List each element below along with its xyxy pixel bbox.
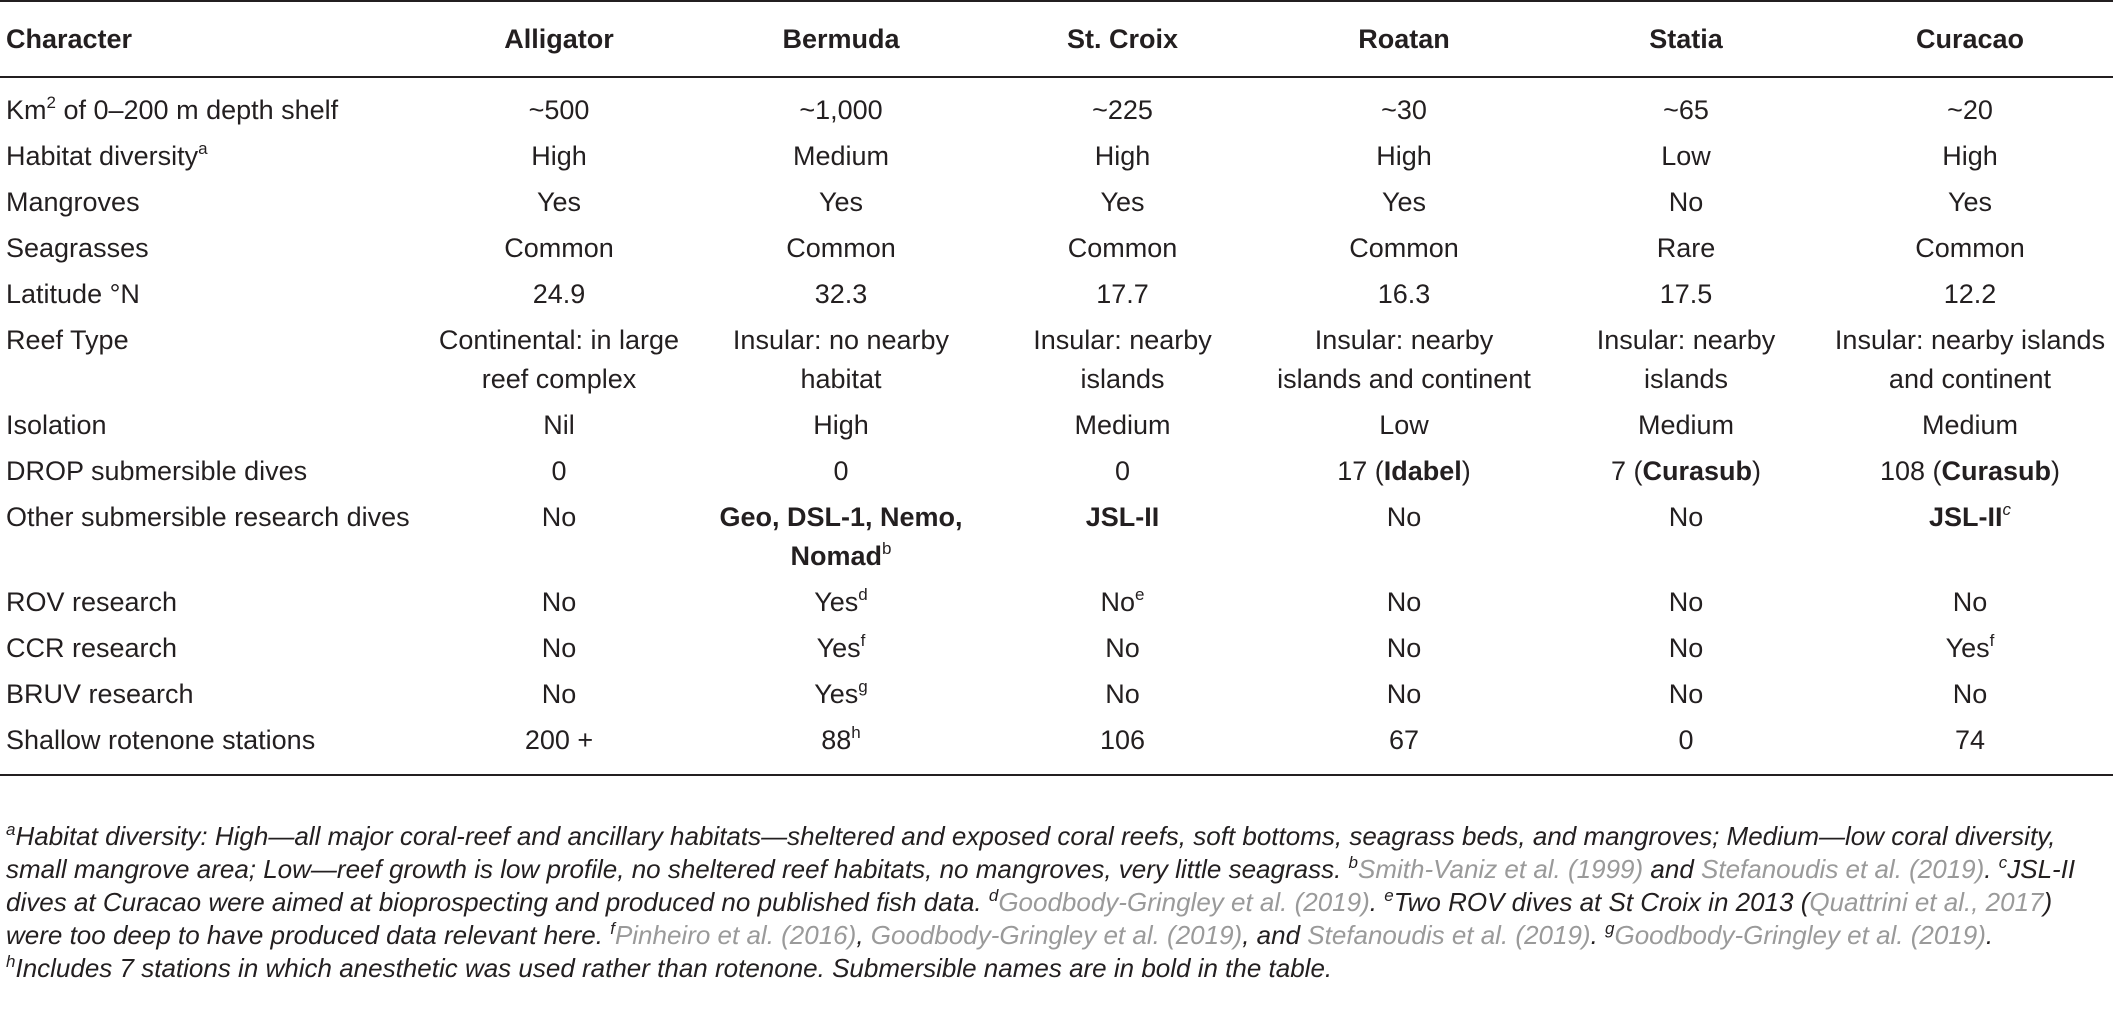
table-cell — [1827, 271, 2113, 317]
cell-text: 32.3 — [814, 279, 868, 309]
cell-text: 106 — [1099, 725, 1146, 755]
cell-superscript: c — [2002, 500, 2011, 519]
cell-text: ~20 — [1947, 95, 1993, 125]
cell-superscript: e — [1135, 585, 1145, 604]
footnote-marker: h — [6, 952, 16, 971]
cell-superscript: f — [1989, 631, 1995, 650]
table-cell — [418, 579, 700, 625]
cell-text: No — [1100, 587, 1136, 617]
row-label-text: Latitude °N — [6, 279, 140, 309]
table-cell — [1545, 671, 1827, 717]
cell-text: 0 — [551, 456, 567, 486]
cell-text: Insular: nearby islands — [1596, 325, 1776, 394]
table-cell — [700, 494, 982, 579]
footnote-citation: Stefanoudis et al. (2019) — [1701, 854, 1985, 884]
footnote-citation: Pinheiro et al. (2016) — [614, 920, 857, 950]
cell-text: 16.3 — [1377, 279, 1431, 309]
table-row — [0, 625, 2113, 671]
cell-text: ~65 — [1663, 95, 1709, 125]
header-roatan: Roatan — [1358, 23, 1450, 54]
row-label — [0, 579, 418, 625]
table-cell — [1263, 317, 1545, 402]
table-cell — [418, 402, 700, 448]
footnote-citation: Goodbody-Gringley et al. (2019) — [998, 887, 1370, 917]
cell-text: Insular: no nearby habitat — [732, 325, 950, 394]
row-label-text: BRUV research — [6, 679, 194, 709]
table-cell — [1827, 671, 2113, 717]
footnote-text: . — [1984, 854, 1999, 884]
submersible-name: JSL-II — [1928, 502, 2003, 532]
table-cell — [700, 317, 982, 402]
table-cell — [700, 77, 982, 133]
cell-text: Low — [1379, 410, 1429, 440]
table-cell — [418, 179, 700, 225]
table-cell — [418, 317, 700, 402]
table-cell — [1263, 77, 1545, 133]
cell-text: 67 — [1388, 725, 1420, 755]
cell-text: No — [1386, 587, 1422, 617]
cell-text: 88 — [821, 725, 852, 755]
table-cell — [982, 402, 1263, 448]
cell-text: 7 ( — [1610, 456, 1643, 486]
row-label-text: Isolation — [6, 410, 107, 440]
table-cell — [418, 671, 700, 717]
cell-text: Common — [1067, 233, 1178, 263]
table-cell — [982, 133, 1263, 179]
table-header-row — [0, 1, 2113, 77]
table-row — [0, 317, 2113, 402]
header-bermuda: Bermuda — [782, 23, 900, 54]
row-label — [0, 225, 418, 271]
row-label-text: Habitat diversity — [6, 141, 199, 171]
table-cell — [418, 717, 700, 775]
cell-text: Common — [1915, 233, 2025, 263]
footnote-text: . — [1590, 920, 1606, 950]
cell-text: No — [1386, 502, 1422, 532]
table-row — [0, 133, 2113, 179]
cell-text: ) — [1461, 456, 1471, 486]
table-cell — [982, 271, 1263, 317]
table-cell — [1263, 448, 1545, 494]
table-cell — [418, 494, 700, 579]
footnote-text: Two ROV dives at St Croix in 2013 ( — [1393, 887, 1810, 917]
cell-text: Yes — [1381, 187, 1427, 217]
table-cell — [418, 271, 700, 317]
table-row — [0, 179, 2113, 225]
footnote-text: JSL-II dives at Curacao were aimed at bioprospecting and produced no published fish data. — [6, 854, 2076, 917]
cell-text: High — [1942, 141, 1998, 171]
table-cell — [700, 225, 982, 271]
table-cell — [700, 717, 982, 775]
header-curacao: Curacao — [1915, 23, 2025, 54]
cell-text: 0 — [1678, 725, 1694, 755]
cell-text: No — [1668, 187, 1704, 217]
cell-text: 24.9 — [532, 279, 586, 309]
cell-text: Yes — [1947, 187, 1993, 217]
table-cell — [700, 448, 982, 494]
table-cell — [1545, 448, 1827, 494]
footnote-citation: Quattrini et al., 2017 — [1809, 887, 2044, 917]
table-cell — [1545, 77, 1827, 133]
cell-text: Medium — [792, 141, 890, 171]
cell-text: ~225 — [1092, 95, 1153, 125]
row-label-text: Shallow rotenone stations — [6, 725, 316, 755]
table-cell — [1263, 179, 1545, 225]
table-cell — [1263, 494, 1545, 579]
cell-text: Medium — [1637, 410, 1735, 440]
cell-text: Insular: nearby islands and continent — [1834, 325, 2106, 394]
cell-superscript: g — [858, 677, 868, 696]
row-label-text: Mangroves — [6, 187, 140, 217]
row-label-text: CCR research — [6, 633, 178, 663]
table-cell — [982, 579, 1263, 625]
cell-text: Yes — [1945, 633, 1990, 663]
cell-text: Medium — [1074, 410, 1171, 440]
table-cell — [700, 179, 982, 225]
table-cell — [1545, 579, 1827, 625]
row-label-rest: of 0–200 m depth shelf — [55, 95, 339, 125]
table-cell — [982, 717, 1263, 775]
cell-text: No — [541, 587, 577, 617]
row-label — [0, 717, 418, 775]
footnote-marker: a — [6, 820, 16, 839]
footnote-citation: Stefanoudis et al. (2019) — [1307, 920, 1591, 950]
row-label-superscript: a — [198, 139, 208, 158]
cell-text: No — [1386, 679, 1422, 709]
footnote-marker: e — [1384, 886, 1394, 905]
table-row — [0, 448, 2113, 494]
table-row — [0, 402, 2113, 448]
table-cell — [418, 625, 700, 671]
table-cell — [700, 271, 982, 317]
cell-text: ~30 — [1381, 95, 1427, 125]
cell-superscript: d — [858, 585, 868, 604]
table-cell — [1263, 579, 1545, 625]
row-label-text: DROP submersible dives — [6, 456, 308, 486]
footnote-text: Habitat diversity: High—all major coral-reef and ancillary habitats—sheltered and exposed coral reefs, soft bottoms, seagrass beds, and mangroves; Medium—low coral diversity, small mangrove area; Low—reef growth is low profile, no sheltered reef habitats, no mangroves, very little seagrass. — [6, 821, 2056, 884]
header-character: Character — [6, 23, 133, 54]
cell-text: Yes — [818, 187, 864, 217]
cell-text: Yes — [1100, 187, 1145, 217]
table-row — [0, 225, 2113, 271]
table-cell — [1827, 625, 2113, 671]
cell-text: Insular: nearby islands and continent — [1277, 325, 1531, 394]
table-cell — [1263, 271, 1545, 317]
cell-text: Rare — [1656, 233, 1716, 263]
footnote-marker: f — [610, 919, 615, 938]
cell-text: 200 + — [524, 725, 594, 755]
cell-text: 17.5 — [1659, 279, 1713, 309]
cell-text: Yes — [536, 187, 582, 217]
cell-text: ~500 — [528, 95, 590, 125]
row-label-text: Reef Type — [6, 325, 129, 355]
table-row — [0, 271, 2113, 317]
cell-text: High — [1094, 141, 1151, 171]
table-cell — [1263, 133, 1545, 179]
footnote-text: Includes 7 stations in which anesthetic was used rather than rotenone. Submersible names are in bold in the table. — [15, 953, 1333, 983]
cell-text: Insular: nearby islands — [1033, 325, 1212, 394]
row-label — [0, 494, 418, 579]
cell-text: No — [1105, 679, 1140, 709]
cell-text: ~1,000 — [799, 95, 883, 125]
table-cell — [1827, 402, 2113, 448]
cell-text: No — [541, 502, 577, 532]
cell-text: Continental: in large reef complex — [438, 325, 680, 394]
table-body — [0, 77, 2113, 775]
table-cell — [982, 225, 1263, 271]
cell-text: No — [1105, 633, 1140, 663]
cell-text: Low — [1661, 141, 1711, 171]
table-cell — [418, 133, 700, 179]
submersible-name: Geo, DSL-1, Nemo, Nomad — [719, 502, 963, 571]
cell-text: Common — [786, 233, 896, 263]
table-cell — [1545, 402, 1827, 448]
cell-superscript: b — [882, 539, 892, 558]
cell-text: No — [1668, 633, 1704, 663]
row-label — [0, 133, 418, 179]
cell-text: No — [1386, 633, 1422, 663]
table-cell — [700, 579, 982, 625]
row-label — [0, 448, 418, 494]
table-cell — [1827, 133, 2113, 179]
cell-text: No — [1668, 502, 1704, 532]
cell-text: No — [541, 679, 577, 709]
table-cell — [1827, 77, 2113, 133]
row-label-text: Seagrasses — [6, 233, 149, 263]
table-cell — [700, 625, 982, 671]
cell-text: No — [1668, 587, 1704, 617]
footnote-marker: d — [988, 886, 999, 905]
table-cell — [1827, 494, 2113, 579]
table-cell — [1263, 402, 1545, 448]
table-cell — [1545, 317, 1827, 402]
table-cell — [1827, 317, 2113, 402]
footnote-marker: g — [1605, 919, 1615, 938]
table-cell — [700, 671, 982, 717]
cell-text: 108 ( — [1879, 456, 1942, 486]
submersible-name: Curasub — [1941, 456, 2052, 486]
table-row — [0, 671, 2113, 717]
cell-text: Yes — [814, 679, 859, 709]
cell-text: 12.2 — [1943, 279, 1997, 309]
submersible-name: JSL-II — [1085, 502, 1160, 532]
header-st-croix: St. Croix — [1066, 23, 1179, 54]
table-cell — [1263, 225, 1545, 271]
cell-superscript: h — [851, 723, 861, 742]
footnote-text: , and — [1242, 920, 1308, 950]
footnote-marker: b — [1348, 853, 1358, 872]
table-row — [0, 494, 2113, 579]
cell-text: 17.7 — [1096, 279, 1149, 309]
table-cell — [1263, 625, 1545, 671]
table-cell — [700, 402, 982, 448]
cell-text: No — [1668, 679, 1704, 709]
cell-superscript: f — [860, 631, 866, 650]
table-cell — [1545, 271, 1827, 317]
table-cell — [1827, 179, 2113, 225]
table-cell — [982, 448, 1263, 494]
cell-text: 74 — [1954, 725, 1986, 755]
table-cell — [1827, 579, 2113, 625]
cell-text: No — [1952, 587, 1988, 617]
table-cell — [1263, 717, 1545, 775]
row-label — [0, 271, 418, 317]
table-cell — [418, 448, 700, 494]
table-footnote — [6, 820, 2106, 985]
table-cell — [1545, 225, 1827, 271]
table-cell — [1827, 225, 2113, 271]
footnote-citation: Smith-Vaniz et al. (1999) — [1358, 854, 1644, 884]
table-row — [0, 77, 2113, 133]
table-cell — [1827, 448, 2113, 494]
cell-text: 0 — [833, 456, 849, 486]
cell-text: Yes — [816, 633, 861, 663]
table-cell — [1827, 717, 2113, 775]
row-label — [0, 317, 418, 402]
cell-text: No — [1952, 679, 1988, 709]
row-label — [0, 625, 418, 671]
cell-text: Medium — [1921, 410, 2019, 440]
table-cell — [700, 133, 982, 179]
cell-text: Common — [1349, 233, 1459, 263]
submersible-name: Curasub — [1642, 456, 1753, 486]
footnote-text: , — [856, 920, 871, 950]
footnote-text: . — [1985, 920, 1994, 950]
row-label — [0, 77, 418, 133]
table-cell — [1545, 625, 1827, 671]
row-label-superscript: 2 — [46, 93, 56, 112]
row-label — [0, 671, 418, 717]
cell-text: No — [541, 633, 577, 663]
table-cell — [982, 179, 1263, 225]
table-cell — [418, 77, 700, 133]
cell-text: Common — [504, 233, 614, 263]
cell-text: 17 ( — [1337, 456, 1384, 486]
table-cell — [982, 494, 1263, 579]
cell-text: 0 — [1114, 456, 1131, 486]
row-label-text: Other submersible research dives — [6, 502, 410, 532]
table-cell — [1545, 717, 1827, 775]
table-cell — [982, 671, 1263, 717]
row-label-text: ROV research — [6, 587, 178, 617]
table-cell — [1545, 133, 1827, 179]
table-cell — [1545, 179, 1827, 225]
table-cell — [1545, 494, 1827, 579]
header-alligator: Alligator — [504, 23, 614, 54]
row-label — [0, 402, 418, 448]
table-row — [0, 717, 2113, 775]
cell-text: ) — [1752, 456, 1762, 486]
row-label — [0, 179, 418, 225]
cell-text: High — [1376, 141, 1432, 171]
header-statia: Statia — [1649, 23, 1723, 54]
cell-text: High — [813, 410, 869, 440]
footnote-citation: Goodbody-Gringley et al. (2019) — [1614, 920, 1986, 950]
table-cell — [982, 625, 1263, 671]
footnote-text: ) were too deep to have produced data relevant here. — [6, 887, 2053, 950]
cell-text: ) — [2051, 456, 2061, 486]
submersible-name: Idabel — [1383, 456, 1462, 486]
footnote-text: and — [1643, 854, 1701, 884]
footnote-citation: Goodbody-Gringley et al. (2019) — [870, 920, 1243, 950]
table-cell — [982, 77, 1263, 133]
footnote-marker: c — [1998, 853, 2008, 872]
cell-text: Yes — [814, 587, 859, 617]
table-row — [0, 579, 2113, 625]
row-label-text: Km — [6, 95, 47, 125]
table-cell — [418, 225, 700, 271]
cell-text: High — [531, 141, 587, 171]
footnote-text: . — [1369, 887, 1385, 917]
cell-text: Nil — [543, 410, 575, 440]
table-cell — [1263, 671, 1545, 717]
table-cell — [982, 317, 1263, 402]
